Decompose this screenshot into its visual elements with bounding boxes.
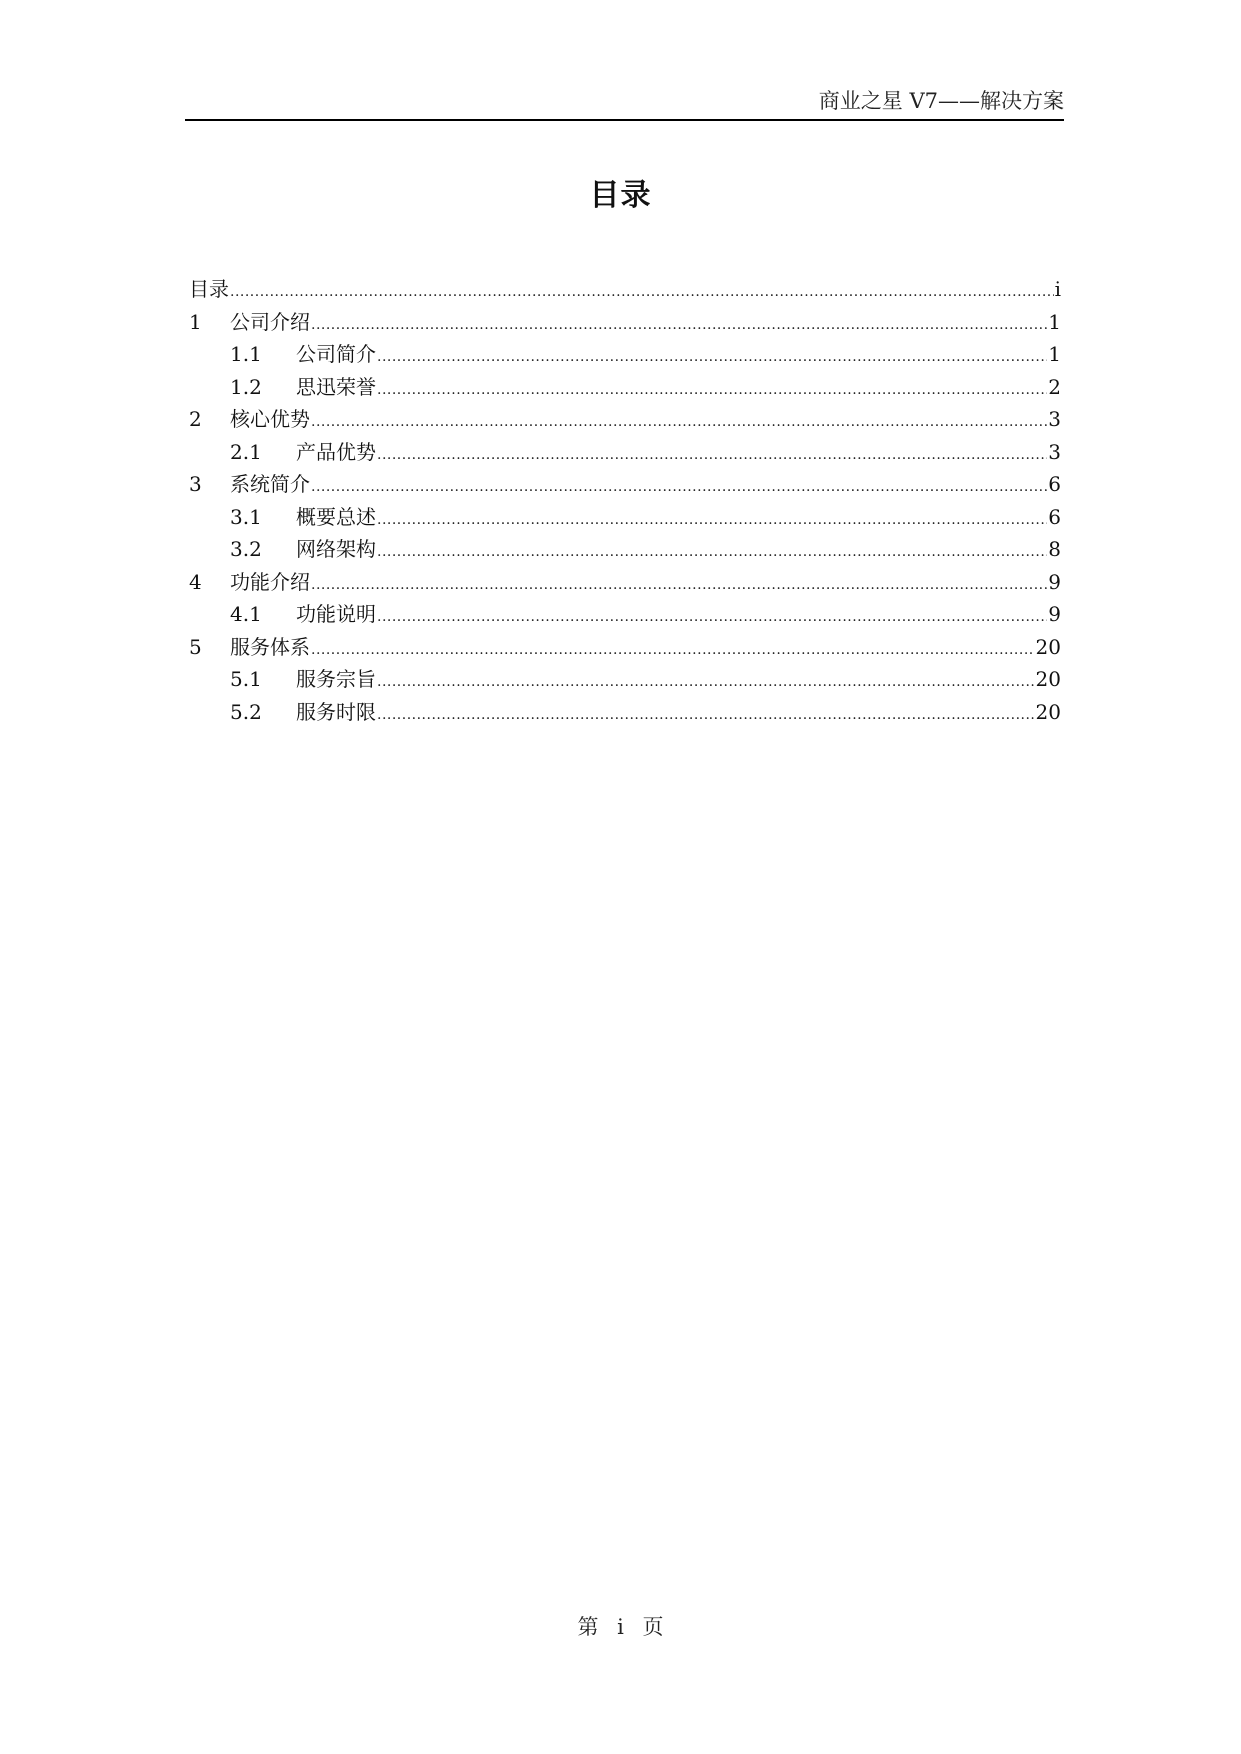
toc-entry[interactable]	[189, 566, 1061, 599]
toc-entry[interactable]	[189, 436, 1061, 469]
toc-entry-page: 6	[1048, 504, 1061, 529]
toc-entry[interactable]	[189, 663, 1061, 696]
toc-entry[interactable]	[189, 598, 1061, 631]
toc-entry-number: 5.1	[230, 667, 262, 691]
toc-entry-number: 5.2	[230, 699, 262, 724]
toc-dot-leader	[311, 569, 1047, 601]
toc-entry-title: 思迅荣誉	[296, 374, 376, 399]
toc-entry-number: 4	[189, 569, 202, 594]
toc-entry-title: 功能介绍	[230, 569, 310, 594]
toc-entry[interactable]	[189, 533, 1061, 566]
toc-dot-leader	[377, 666, 1035, 698]
toc-entry-title: 网络架构	[296, 537, 376, 561]
toc-entry-page: 1	[1048, 342, 1061, 366]
toc-entry-title: 系统简介	[230, 472, 310, 496]
toc-entry-number: 3.2	[230, 537, 262, 561]
toc-entry-page: 9	[1048, 602, 1061, 626]
toc-entry[interactable]	[189, 371, 1061, 404]
toc-entry-number: 2.1	[230, 439, 262, 464]
toc-dot-leader	[311, 634, 1035, 666]
toc-entry[interactable]	[189, 631, 1061, 664]
toc-entry[interactable]	[189, 273, 1061, 306]
table-of-contents	[189, 273, 1061, 728]
toc-entry-title: 服务宗旨	[296, 667, 376, 691]
footer-page-number: i	[617, 1615, 624, 1639]
toc-entry[interactable]	[189, 306, 1061, 339]
toc-dot-leader	[377, 504, 1047, 536]
toc-entry-number: 2	[189, 407, 202, 431]
toc-dot-leader	[230, 276, 1054, 308]
toc-entry-title: 目录	[189, 277, 229, 301]
toc-entry[interactable]	[189, 501, 1061, 534]
toc-entry-page: 20	[1035, 667, 1061, 691]
toc-entry-title: 产品优势	[296, 439, 376, 464]
footer-suffix: 页	[642, 1615, 664, 1639]
toc-dot-leader	[311, 471, 1047, 503]
toc-entry-page: 20	[1035, 699, 1061, 724]
toc-dot-leader	[377, 374, 1047, 406]
toc-entry[interactable]	[189, 403, 1061, 436]
toc-entry-number: 3	[189, 472, 202, 496]
page-footer	[0, 1612, 1241, 1642]
toc-entry-number: 1.2	[230, 374, 262, 399]
toc-entry-page: 2	[1048, 374, 1061, 399]
toc-entry-title: 服务时限	[296, 699, 376, 724]
toc-entry-title: 概要总述	[296, 504, 376, 529]
toc-entry-title: 功能说明	[296, 602, 376, 626]
toc-dot-leader	[377, 341, 1047, 373]
toc-entry-number: 5	[189, 634, 202, 659]
running-header: 商业之星 V7——解决方案	[818, 89, 1064, 113]
toc-entry-title: 核心优势	[230, 407, 310, 431]
toc-entry-page: i	[1054, 277, 1061, 301]
toc-entry-title: 公司简介	[296, 342, 376, 366]
toc-entry-page: 20	[1035, 634, 1061, 659]
toc-entry[interactable]	[189, 468, 1061, 501]
toc-entry-page: 8	[1048, 537, 1061, 561]
footer-prefix: 第	[577, 1615, 599, 1639]
toc-entry-number: 1.1	[230, 342, 262, 366]
toc-entry[interactable]	[189, 696, 1061, 729]
toc-entry-page: 6	[1048, 472, 1061, 496]
header-rule	[185, 119, 1064, 121]
toc-entry-number: 1	[189, 309, 202, 334]
toc-dot-leader	[377, 601, 1047, 633]
toc-entry-number: 3.1	[230, 504, 262, 529]
toc-entry-number: 4.1	[230, 602, 262, 626]
toc-dot-leader	[311, 309, 1047, 341]
toc-dot-leader	[377, 699, 1035, 731]
toc-dot-leader	[311, 406, 1047, 438]
toc-title: 目录	[589, 178, 652, 213]
toc-entry-page: 3	[1048, 407, 1061, 431]
toc-entry-page: 3	[1048, 439, 1061, 464]
toc-dot-leader	[377, 439, 1047, 471]
toc-entry-page: 9	[1048, 569, 1061, 594]
toc-entry-title: 服务体系	[230, 634, 310, 659]
toc-entry-title: 公司介绍	[230, 309, 310, 334]
toc-entry[interactable]	[189, 338, 1061, 371]
toc-entry-page: 1	[1048, 309, 1061, 334]
toc-dot-leader	[377, 536, 1047, 568]
